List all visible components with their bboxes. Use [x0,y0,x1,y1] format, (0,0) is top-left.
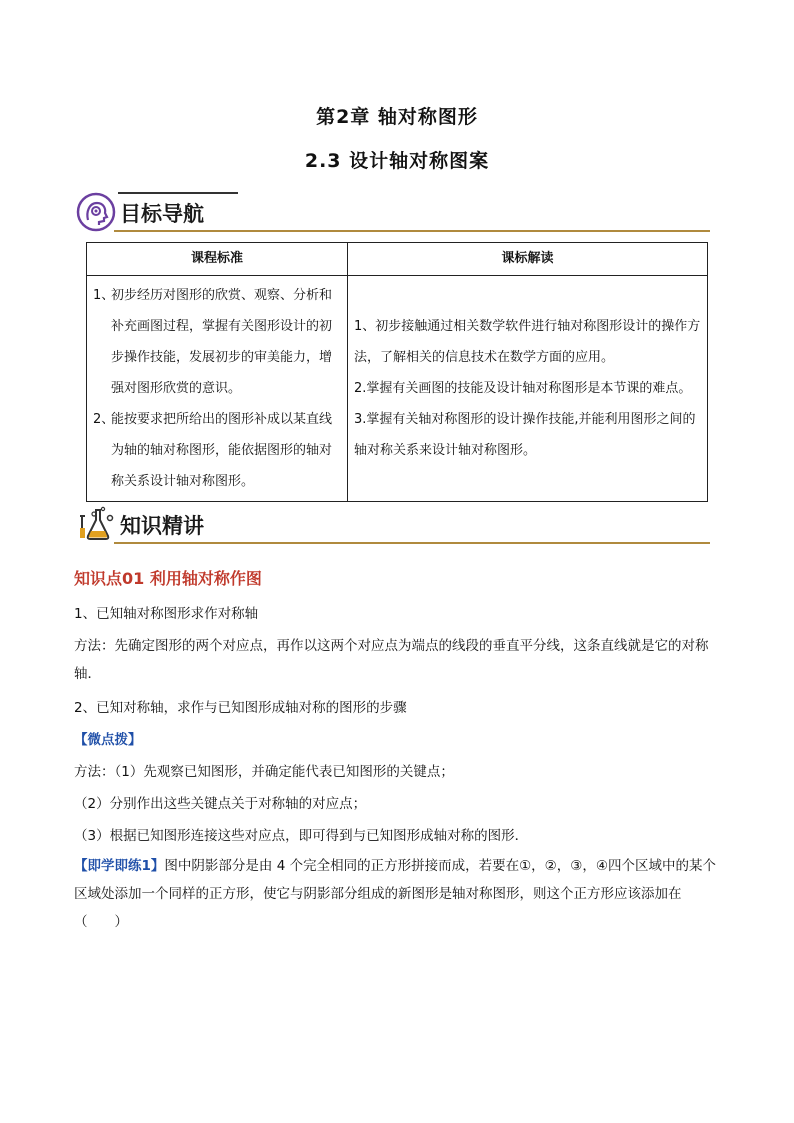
method-step-3: （3）根据已知图形连接这些对应点，即可得到与已知图形成轴对称的图形． [74,828,529,844]
curriculum-cell [87,276,348,502]
standards-table [86,242,708,502]
table-header-row [87,243,708,276]
method-step-2: （2）分别作出这些关键点关于对称轴的对应点； [74,796,367,812]
lab-flask-icon [76,504,116,544]
tip-label: 【微点拨】 [74,732,142,748]
knowledge-point-title: 知识点01 利用轴对称作图 [74,569,262,588]
method-step-1: 方法：（1）先观察已知图形，并确定能代表已知图形的关键点； [74,764,454,780]
list-item: 1、初步接触通过相关数学软件进行轴对称图形设计的操作方法，了解相关的信息技术在数学方面的应用。 [354,319,701,365]
table-header-interpretation: 课标解读 [348,243,708,276]
table-header-curriculum: 课程标准 [87,243,348,276]
list-item: 2.掌握有关画图的技能及设计轴对称图形是本节课的难点。 [354,381,692,396]
goal-top-rule [118,192,238,194]
practice-label: 【即学即练1】 [74,858,165,874]
knowledge-underline [114,542,710,544]
knowledge-section-header [74,502,710,548]
item-text: 初步经历对图形的欣赏、观察、分析和补充画图过程，掌握有关图形设计的初步操作技能，发展初步的审美能力，增强对图形欣赏的意识。 [111,288,333,396]
list-item [93,404,341,497]
item-number: 1、 [93,288,115,303]
paragraph-1: 1、已知轴对称图形求作对称轴 [74,606,259,622]
list-item [93,280,341,404]
goal-section-header [74,190,710,236]
head-gear-icon [76,192,116,232]
section-title: 2.3 设计轴对称图案 [304,150,490,172]
paragraph-2: 方法：先确定图形的两个对应点，再作以这两个对应点为端点的线段的垂直平分线，这条直线就是它的对称轴． [74,638,709,682]
knowledge-section-label: 知识精讲 [120,514,204,538]
list-item: 3.掌握有关轴对称图形的设计操作技能,并能利用图形之间的轴对称关系来设计轴对称图形。 [354,412,696,458]
table-row [87,276,708,502]
item-text: 能按要求把所给出的图形补成以某直线为轴的轴对称图形，能依据图形的轴对称关系设计轴对称图形。 [111,412,333,489]
goal-section-label: 目标导航 [120,202,204,226]
interpretation-cell [348,276,708,502]
paragraph-3: 2、已知对称轴，求作与已知图形成轴对称的图形的步骤 [74,700,407,716]
practice-text: 图中阴影部分是由 4 个完全相同的正方形拼接而成，若要在①，②，③，④四个区域中的某个区域处添加一个同样的正方形，使它与阴影部分组成的新图形是轴对称图形，则这个正方形应该添加在（ ） [74,858,716,930]
item-number: 2、 [93,412,115,427]
goal-underline [114,230,710,232]
practice-question [74,852,724,936]
chapter-title: 第2章 轴对称图形 [316,106,478,128]
